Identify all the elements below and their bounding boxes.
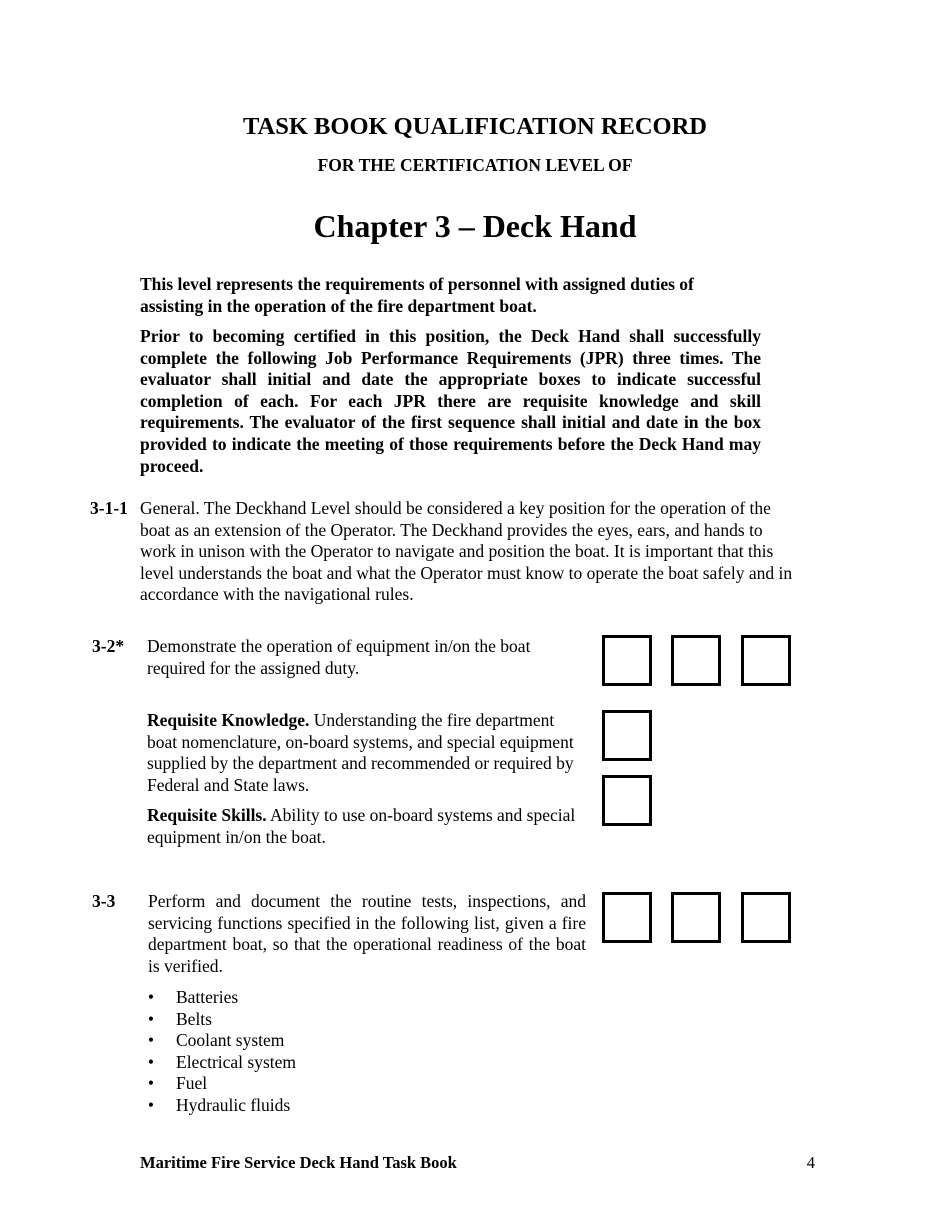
requisite-skills-label: Requisite Skills. (147, 805, 267, 825)
list-item: • Coolant system (147, 1030, 285, 1051)
jpr-3-2-signoff-box-1[interactable] (602, 635, 652, 686)
jpr-3-2-text: Demonstrate the operation of equipment in/on the boat required for the assigned duty. (147, 636, 531, 678)
footer-title: Maritime Fire Service Deck Hand Task Book (140, 1153, 457, 1172)
certification-subtitle: FOR THE CERTIFICATION LEVEL OF (317, 155, 633, 175)
requisite-skills-text: Ability to use on-board systems and special equipment in/on the boat. (147, 805, 576, 847)
general-number: 3-1-1 (90, 498, 128, 518)
jpr-3-2-signoff-box-3[interactable] (741, 635, 791, 686)
list-item: • Batteries (147, 987, 239, 1007)
inspection-list (146, 987, 296, 1117)
page-number: 4 (806, 1153, 815, 1172)
record-title: TASK BOOK QUALIFICATION RECORD (243, 113, 707, 140)
requisite-knowledge-text: Understanding the fire department boat nomenclature, on-board systems, and special equipment supplied by the department and recommended or required by Federal and State laws. (147, 710, 574, 795)
requisite-knowledge (147, 710, 587, 796)
requisite-knowledge-label: Requisite Knowledge. (147, 710, 310, 730)
list-item: • Hydraulic fluids (147, 1094, 291, 1115)
requisite-skills (147, 805, 587, 848)
general-paragraph: General. The Deckhand Level should be considered a key position for the operation of the boat as an extension of the Operator. The Deckhand provides the eyes, ears, and hands to work in unison with the Operator to navigate and position the boat. It is important that this level understands the boat and what the Operator must know to operate the boat safely and in accordance with the navigational rules. (140, 498, 793, 605)
jpr-3-2-signoff-box-2[interactable] (671, 635, 721, 686)
chapter-heading: Chapter 3 – Deck Hand (313, 208, 637, 244)
jpr-3-3-text: Perform and document the routine tests, inspections, and servicing functions specified in the following list, given a fire department boat, so that the operational readiness of the boat is verified. (148, 891, 586, 976)
jpr-3-2-number: 3-2* (92, 636, 125, 656)
list-item: • Belts (147, 1008, 212, 1029)
intro-paragraph-1: This level represents the requirements of personnel with assigned duties of assisting in the operation of the fire department boat. (140, 274, 694, 316)
requisite-knowledge-box[interactable] (602, 710, 652, 761)
jpr-3-3-number: 3-3 (92, 891, 116, 911)
list-item: • Electrical system (147, 1051, 297, 1072)
list-item: • Fuel (147, 1073, 208, 1094)
jpr-3-3-signoff-box-3[interactable] (741, 892, 791, 943)
intro-paragraph-2: Prior to becoming certified in this position, the Deck Hand shall successfully complete the following Job Performance Requirements (JPR) three times. The evaluator shall initial and date the appropriate boxes to indicate successful completion of each. For each JPR there are requisite knowledge and skill requirements. The evaluator of the first sequence shall initial and date in the box provided to indicate the meeting of those requirements before the Deck Hand may proceed. (140, 326, 761, 476)
requisite-skills-box[interactable] (602, 775, 652, 826)
jpr-3-3-signoff-box-2[interactable] (671, 892, 721, 943)
jpr-3-3-signoff-box-1[interactable] (602, 892, 652, 943)
